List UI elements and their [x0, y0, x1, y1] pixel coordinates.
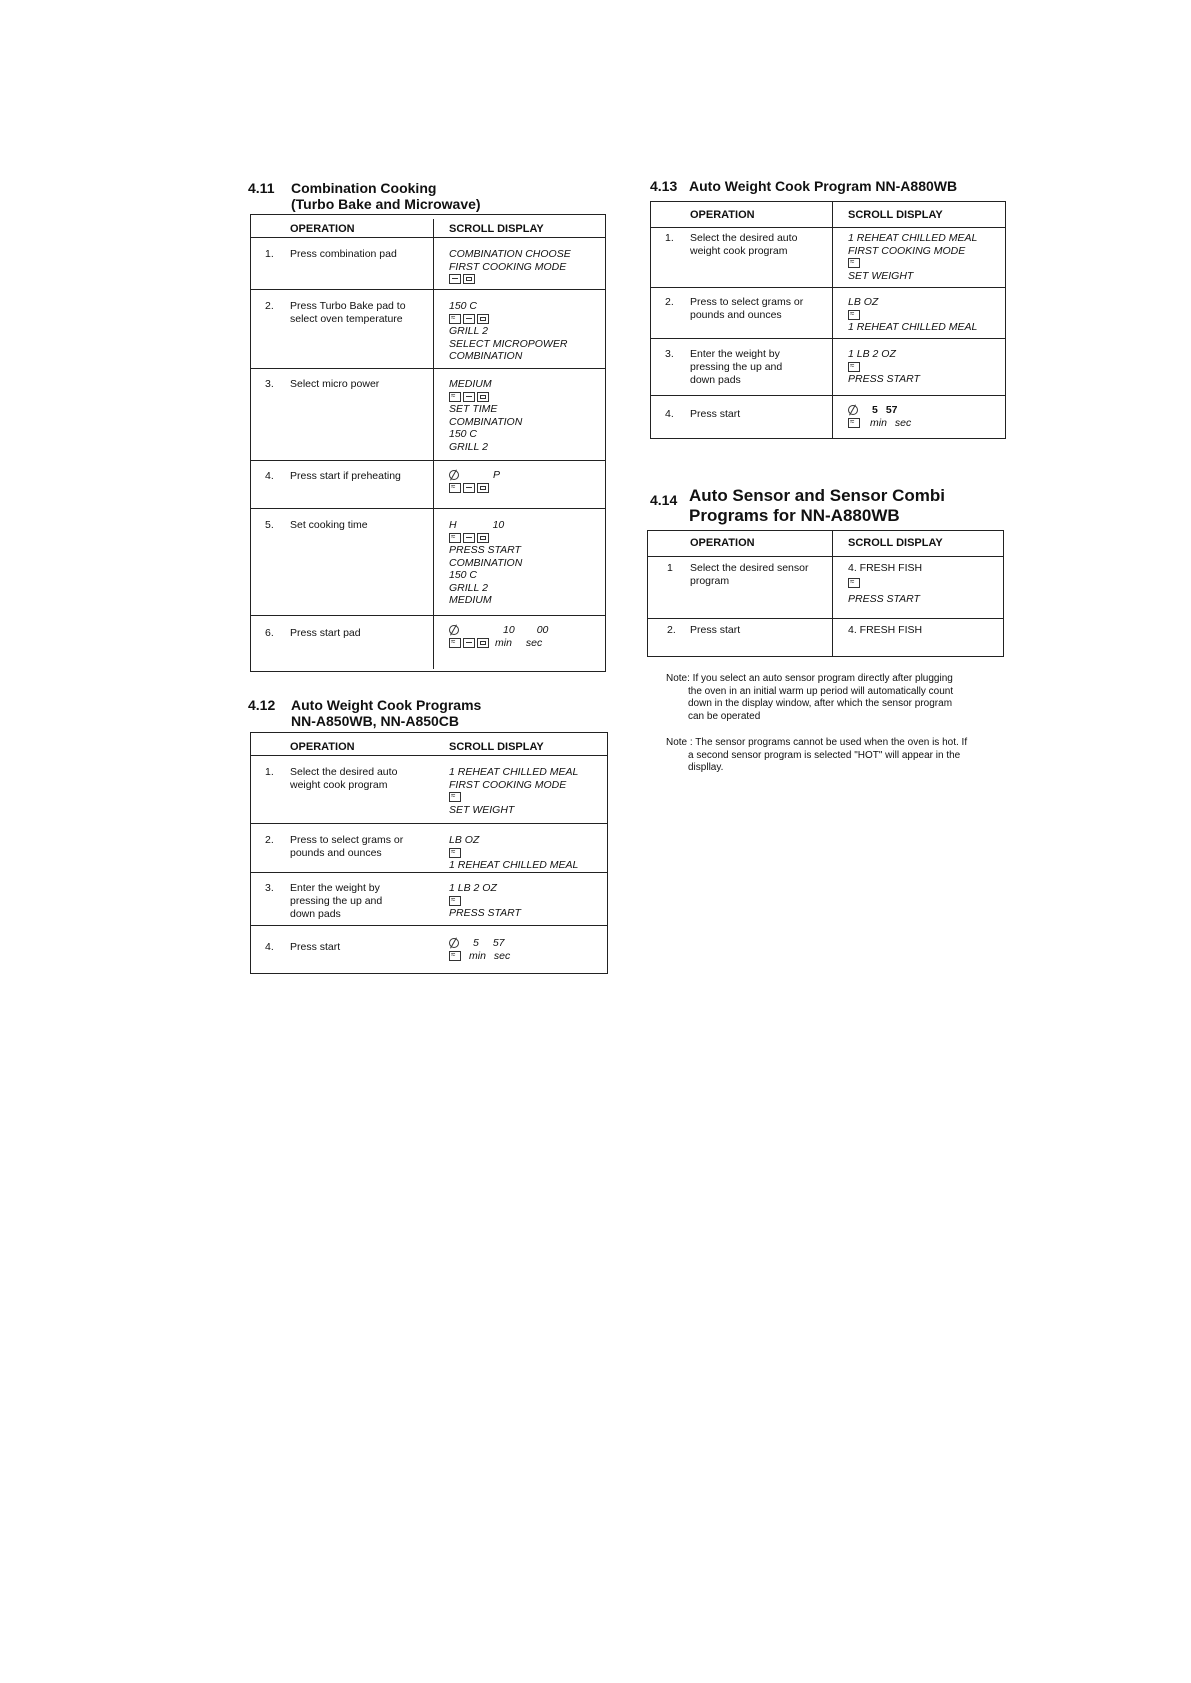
title-line: Auto Sensor and Sensor Combi — [689, 486, 945, 505]
display-line: 1 LB 2 OZ — [449, 882, 497, 894]
step-line: pressing the up and — [690, 361, 783, 373]
sec-label: sec — [493, 949, 511, 962]
display-line: GRILL 2 — [449, 581, 488, 594]
title-line: NN-A850WB, NN-A850CB — [291, 713, 460, 729]
display-line: 1 REHEAT CHILLED MEAL — [449, 859, 579, 871]
display-line: COMBINATION CHOOSE — [449, 248, 571, 260]
section-number-4-11: 4.11 — [248, 180, 275, 196]
step-text: Set cooking time — [290, 519, 368, 531]
step-number: 5. — [265, 519, 274, 531]
step-number: 2. — [265, 834, 274, 846]
grill-icon — [463, 274, 475, 284]
display-icons — [449, 532, 522, 545]
note-line: a second sensor program is selected "HOT" will appear in the — [688, 749, 961, 761]
display-icons — [449, 482, 500, 495]
clock-icon — [449, 938, 459, 948]
display-icons — [848, 257, 977, 270]
display-line: 1 REHEAT CHILLED MEAL — [848, 232, 978, 244]
step-text — [290, 766, 397, 792]
table-4-14 — [647, 530, 1004, 657]
section-title-4-12 — [291, 697, 481, 729]
step-line: down pads — [290, 908, 341, 920]
step-number: 3. — [265, 378, 274, 390]
microwave-icon — [449, 483, 461, 493]
display-text — [449, 834, 578, 872]
display-line: 150 C — [449, 300, 478, 312]
step-number: 1. — [265, 248, 274, 260]
min-label: min — [870, 416, 887, 429]
display-line: 1 REHEAT CHILLED MEAL — [848, 321, 978, 333]
section-title-4-14 — [689, 486, 945, 526]
grill-icon — [477, 392, 489, 402]
step-line: program — [690, 575, 730, 587]
oven-icon — [449, 274, 461, 284]
title-line: Programs for NN-A880WB — [689, 506, 900, 525]
display-text — [449, 469, 500, 494]
step-line: Press to select grams or — [690, 296, 804, 308]
display-line — [449, 637, 548, 650]
display-line: 150 C — [449, 428, 478, 440]
step-line: pounds and ounces — [690, 309, 782, 321]
step-number: 3. — [265, 882, 274, 894]
microwave-icon — [848, 418, 860, 428]
row-divider — [651, 338, 1005, 339]
note-line: down in the display window, after which the sensor program — [688, 698, 953, 709]
display-line: 4. FRESH FISH — [848, 562, 923, 574]
step-text: Select micro power — [290, 378, 380, 390]
display-icons — [449, 273, 571, 286]
display-line — [449, 624, 548, 637]
step-line: weight cook program — [690, 245, 788, 257]
display-value: 10 — [503, 624, 515, 636]
step-text: Press combination pad — [290, 248, 397, 260]
display-line: SET WEIGHT — [449, 803, 515, 816]
step-number: 6. — [265, 627, 274, 639]
step-number: 4. — [265, 470, 274, 482]
display-line: LB OZ — [848, 296, 879, 308]
display-line — [449, 950, 510, 963]
display-icons — [449, 391, 522, 404]
display-line: GRILL 2 — [449, 325, 488, 337]
title-line: Combination Cooking — [291, 180, 437, 196]
title-line: Auto Weight Cook Programs — [291, 697, 482, 713]
step-line: Enter the weight by — [290, 882, 380, 894]
display-text: 4. FRESH FISH — [848, 624, 923, 636]
display-value: H — [449, 519, 457, 531]
display-text — [449, 882, 521, 920]
display-line: COMBINATION — [449, 350, 523, 362]
step-line: weight cook program — [290, 779, 388, 791]
step-line: pressing the up and — [290, 895, 383, 907]
header-operation: OPERATION — [690, 537, 755, 549]
step-line: Select the desired auto — [690, 232, 798, 244]
display-line: 1 REHEAT CHILLED MEAL — [449, 766, 579, 778]
display-text — [848, 562, 922, 606]
display-text — [449, 300, 567, 363]
display-line — [449, 469, 500, 482]
note-line: displlay. — [688, 762, 724, 773]
microwave-icon — [449, 951, 461, 961]
oven-icon — [463, 314, 475, 324]
section-title-4-13: Auto Weight Cook Program NN-A880WB — [689, 178, 958, 194]
column-divider — [832, 531, 833, 656]
step-number: 4. — [665, 408, 674, 420]
display-icons — [848, 361, 920, 374]
header-scroll-display: SCROLL DISPLAY — [848, 209, 943, 221]
display-line: PRESS START — [449, 544, 521, 556]
microwave-icon — [449, 533, 461, 543]
display-icons — [449, 313, 567, 326]
oven-icon — [463, 638, 475, 648]
step-number: 2. — [665, 296, 674, 308]
section-number-4-13: 4.13 — [650, 178, 678, 194]
step-text — [290, 300, 406, 326]
display-line: MEDIUM — [449, 378, 492, 390]
step-number: 1. — [665, 232, 674, 244]
step-text: Press start — [690, 624, 741, 636]
step-text: Press start — [290, 941, 341, 953]
header-scroll-display: SCROLL DISPLAY — [449, 741, 544, 753]
step-line: Select the desired sensor — [690, 562, 809, 574]
display-value: 5 — [872, 404, 878, 416]
microwave-icon — [449, 848, 461, 858]
row-divider — [648, 618, 1003, 619]
step-text: Press start if preheating — [290, 470, 401, 482]
row-divider — [251, 460, 605, 461]
row-divider — [251, 755, 607, 756]
row-divider — [251, 289, 605, 290]
display-line — [449, 519, 522, 532]
display-text — [848, 404, 911, 429]
display-value: 5 — [473, 937, 479, 949]
microwave-icon — [449, 638, 461, 648]
step-line: Press Turbo Bake pad to — [290, 300, 406, 312]
table-4-12 — [250, 732, 608, 974]
row-divider — [651, 227, 1005, 228]
display-line: FIRST COOKING MODE — [848, 244, 966, 257]
display-icons — [449, 791, 578, 804]
step-line: Select the desired auto — [290, 766, 398, 778]
clock-icon — [449, 470, 459, 480]
display-line: PRESS START — [449, 907, 521, 919]
step-number: 1 — [667, 562, 673, 574]
row-divider — [251, 237, 605, 238]
note-line: Note: If you select an auto sensor program directly after plugging — [666, 673, 953, 684]
microwave-icon — [848, 578, 860, 588]
step-line: Press to select grams or — [290, 834, 404, 846]
row-divider — [251, 925, 607, 926]
note-line: the oven in an initial warm up period will automatically count — [688, 685, 954, 697]
table-4-13 — [650, 201, 1006, 439]
row-divider — [251, 508, 605, 509]
display-line: SELECT MICROPOWER — [449, 337, 568, 350]
step-text: Press start pad — [290, 627, 361, 639]
header-operation: OPERATION — [690, 209, 755, 221]
step-text — [690, 296, 803, 322]
step-number: 2. — [667, 624, 676, 636]
display-line: MEDIUM — [449, 594, 492, 606]
min-label: min — [495, 636, 512, 649]
microwave-icon — [449, 392, 461, 402]
display-line: LB OZ — [449, 834, 480, 846]
microwave-icon — [848, 362, 860, 372]
row-divider — [651, 287, 1005, 288]
display-text — [449, 248, 571, 286]
grill-icon — [477, 483, 489, 493]
step-number: 4. — [265, 941, 274, 953]
sec-label: sec — [894, 416, 912, 429]
display-value: 57 — [492, 937, 505, 949]
display-text — [848, 232, 977, 282]
display-value: 10 — [492, 519, 505, 531]
display-line — [449, 937, 510, 950]
grill-icon — [477, 314, 489, 324]
display-text — [449, 519, 522, 607]
row-divider — [251, 615, 605, 616]
microwave-icon — [449, 896, 461, 906]
step-number: 2. — [265, 300, 274, 312]
display-text — [449, 624, 548, 649]
display-line: PRESS START — [848, 593, 920, 605]
display-line: FIRST COOKING MODE — [449, 778, 567, 791]
step-line: Enter the weight by — [690, 348, 780, 360]
column-divider — [832, 202, 833, 438]
display-line: PRESS START — [848, 373, 920, 385]
note-hot — [666, 737, 967, 775]
note-warm-up — [666, 673, 953, 723]
step-text: Press start — [690, 408, 741, 420]
display-line — [848, 404, 911, 417]
grill-icon — [477, 638, 489, 648]
step-text — [690, 562, 808, 588]
step-text — [690, 348, 782, 387]
display-line: SET TIME — [449, 403, 498, 415]
display-value: 00 — [536, 624, 549, 636]
oven-icon — [463, 533, 475, 543]
oven-icon — [463, 483, 475, 493]
display-line — [848, 417, 911, 430]
display-text — [449, 378, 522, 453]
step-line: pounds and ounces — [290, 847, 382, 859]
clock-icon — [449, 625, 459, 635]
note-line: Note : The sensor programs cannot be used when the oven is hot. If — [666, 737, 968, 748]
step-text — [690, 232, 797, 258]
grill-icon — [477, 533, 489, 543]
display-text — [848, 348, 920, 386]
step-number: 3. — [665, 348, 674, 360]
row-divider — [251, 823, 607, 824]
display-line: 1 LB 2 OZ — [848, 348, 896, 360]
step-text — [290, 834, 403, 860]
note-line: can be operated — [688, 710, 761, 722]
row-divider — [251, 368, 605, 369]
clock-icon — [848, 405, 858, 415]
microwave-icon — [449, 314, 461, 324]
step-number: 1. — [265, 766, 274, 778]
microwave-icon — [848, 258, 860, 268]
column-divider — [433, 219, 434, 669]
display-line: COMBINATION — [449, 415, 523, 428]
sec-label: sec — [525, 636, 543, 649]
row-divider — [651, 395, 1005, 396]
display-text — [449, 766, 578, 816]
display-value: P — [493, 469, 501, 481]
step-text — [290, 882, 382, 921]
section-number-4-12: 4.12 — [248, 697, 276, 713]
display-line: COMBINATION — [449, 556, 523, 569]
row-divider — [648, 556, 1003, 557]
row-divider — [251, 872, 607, 873]
title-line: (Turbo Bake and Microwave) — [291, 196, 481, 212]
display-icons — [848, 309, 977, 322]
header-scroll-display: SCROLL DISPLAY — [449, 223, 544, 235]
header-scroll-display: SCROLL DISPLAY — [848, 537, 943, 549]
table-4-11 — [250, 214, 606, 672]
min-label: min — [469, 949, 486, 962]
section-title-4-11 — [291, 180, 481, 212]
display-icons — [449, 895, 521, 908]
section-number-4-14: 4.14 — [650, 492, 678, 508]
oven-icon — [463, 392, 475, 402]
display-text — [848, 296, 977, 334]
display-line: SET WEIGHT — [848, 269, 914, 282]
display-icons — [449, 847, 578, 860]
microwave-icon — [848, 310, 860, 320]
header-operation: OPERATION — [290, 741, 355, 753]
display-line: FIRST COOKING MODE — [449, 260, 567, 273]
display-line: GRILL 2 — [449, 440, 488, 453]
header-operation: OPERATION — [290, 223, 355, 235]
display-line: 150 C — [449, 569, 478, 581]
microwave-icon — [449, 792, 461, 802]
display-icons — [848, 577, 922, 590]
display-value: 57 — [885, 404, 898, 416]
step-line: select oven temperature — [290, 313, 403, 325]
display-text — [449, 937, 510, 962]
step-line: down pads — [690, 374, 741, 386]
